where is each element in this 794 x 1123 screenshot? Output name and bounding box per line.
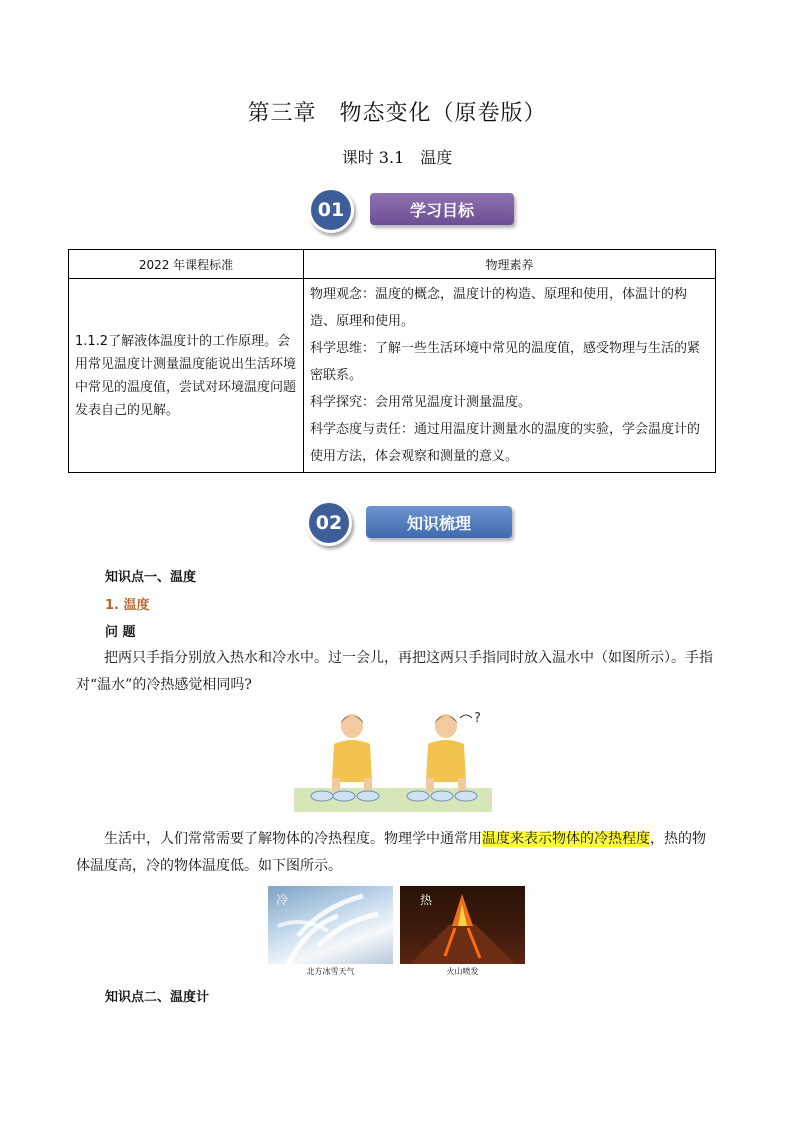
badge-label-bar: 学习目标 bbox=[370, 193, 514, 225]
section-badge-objectives bbox=[308, 187, 518, 233]
volcano-eruption bbox=[400, 886, 525, 964]
cold-label: 冷 bbox=[276, 893, 289, 907]
section-badge-knowledge bbox=[306, 500, 516, 546]
table-header-literacy: 物理素养 bbox=[304, 250, 716, 279]
knowledge-point-2: 知识点二、温度计 bbox=[105, 990, 210, 1005]
basins-left bbox=[311, 791, 379, 801]
question-paragraph: 把两只手指分别放入热水和冷水中。过一会儿，再把这两只手指同时放入温水中（如图所示）。手指对“温水”的冷热感觉相同吗? bbox=[76, 650, 713, 693]
highlighted-definition: 温度来表示物体的冷热程度 bbox=[482, 831, 650, 847]
literacy-inquiry: 科学探究：会用常见温度计测量温度。 bbox=[310, 395, 532, 410]
table-header-standard: 2022 年课程标准 bbox=[69, 250, 304, 279]
basins-right bbox=[407, 791, 477, 801]
standard-text: 1.1.2了解液体温度计的工作原理。会用常见温度计测量温度能说出生活环境中常见的温度值，尝试对环境温度问题发表自己的见解。 bbox=[69, 279, 304, 473]
boy-figure-right bbox=[426, 714, 466, 792]
subsection-temperature: 1. 温度 bbox=[105, 598, 150, 613]
question-mark: ? bbox=[474, 711, 481, 726]
literacy-attitude: 科学态度与责任：通过用温度计测量水的温度的实验，学会温度计的使用方法，体会观察和测量的意义。 bbox=[310, 422, 701, 464]
boy-figure-left bbox=[332, 714, 372, 792]
temperature-definition-paragraph: 生活中，人们常常需要了解物体的冷热程度。物理学中通常用温度来表示物体的冷热程度，热的物体温度高，冷的物体温度低。如下图所示。 bbox=[76, 831, 706, 874]
knowledge-point-1: 知识点一、温度 bbox=[105, 570, 197, 585]
finger-water-illustration bbox=[294, 710, 492, 814]
standards-table bbox=[68, 249, 716, 473]
badge-number-circle: 02 bbox=[306, 500, 352, 546]
literacy-cell bbox=[304, 279, 716, 473]
caption-snow: 北方冰雪天气 bbox=[306, 967, 355, 976]
badge-number-circle: 01 bbox=[308, 187, 354, 233]
lesson-subtitle: 课时 3.1 温度 bbox=[341, 148, 453, 167]
photo-volcano bbox=[400, 886, 525, 964]
literacy-concept: 物理观念：温度的概念，温度计的构造、原理和使用，体温计的构造、原理和使用。 bbox=[310, 287, 688, 329]
page-title: 第三章 物态变化（原卷版） bbox=[247, 101, 547, 126]
badge-label-bar: 知识梳理 bbox=[366, 506, 512, 538]
caption-volcano: 火山喷发 bbox=[446, 967, 479, 976]
question-label: 问 题 bbox=[105, 625, 136, 640]
photo-snow-weather bbox=[268, 886, 393, 964]
literacy-thinking: 科学思维：了解一些生活环境中常见的温度值，感受物理与生活的紧密联系。 bbox=[310, 341, 701, 383]
hot-label: 热 bbox=[420, 893, 433, 907]
